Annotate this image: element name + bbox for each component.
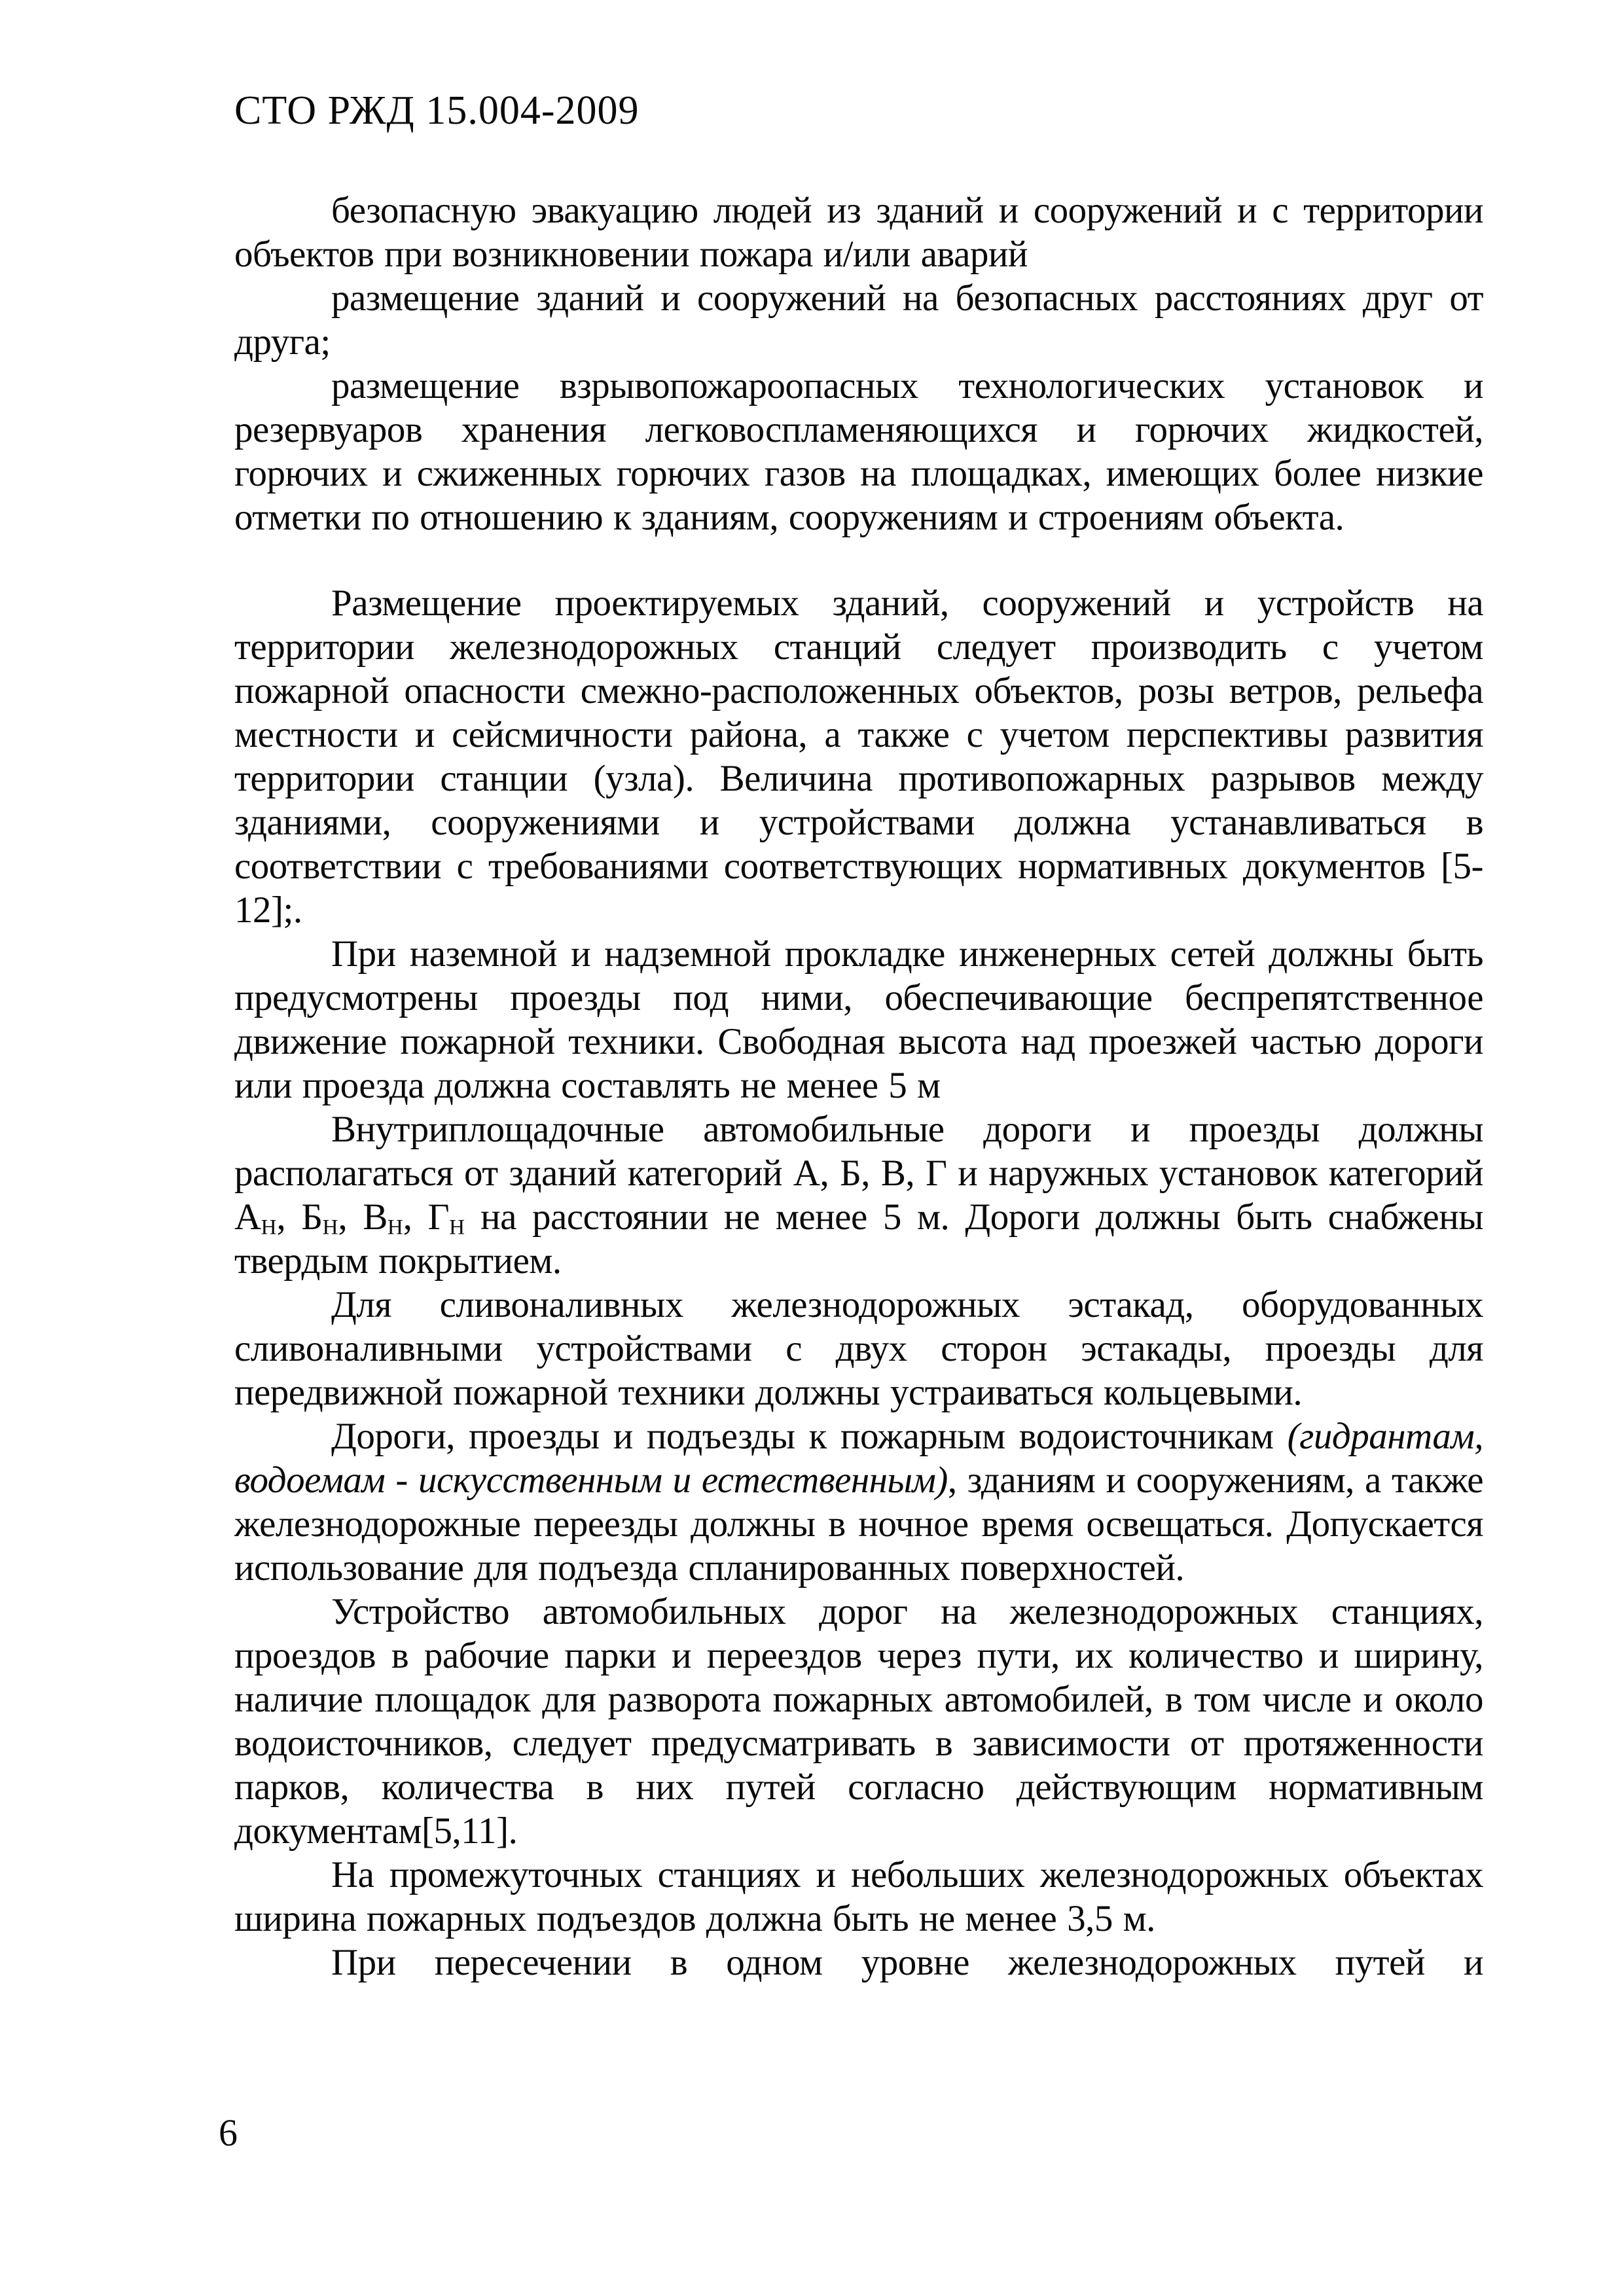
subscript-text: Н (322, 1215, 338, 1240)
paragraph (234, 1941, 1483, 1984)
paragraph (234, 1283, 1483, 1414)
document-header: СТО РЖД 15.004-2009 (234, 88, 640, 133)
text-run: Устройство автомобильных дорог на железнодорожных станциях, проездов в рабочие парки и переездов через пути, их количество и ширину, наличие площадок для разворота пожарных автомобилей, в том числе и около водоисточников, следует предусматривать в зависимости от протяженности парков, количества в них путей согласно действующим нормативным документам[5,11]. (234, 1591, 1483, 1852)
paragraph (234, 1414, 1483, 1590)
paragraph (234, 188, 1483, 276)
text-run: Размещение проектируемых зданий, сооружений и устройств на территории железнодорожных станций следует производить с учетом пожарной опасности смежно-расположенных объектов, розы ветров, рельефа местности и сейсмичности района, а также с учетом перспективы развития территории станции (узла). Величина противопожарных разрывов между зданиями, сооружениями и устройствами должна устанавливаться в соответствии с требованиями соответствующих нормативных документов [5-12];. (234, 583, 1483, 931)
text-run: , Г (403, 1196, 450, 1238)
paragraph (234, 1853, 1483, 1941)
page-number: 6 (219, 2111, 238, 2154)
text-run: на расстоянии не менее 5 м. Дороги должны быть снабжены твердым покрытием. (234, 1196, 1484, 1282)
text-run: , В (338, 1196, 388, 1238)
text-run: , Б (276, 1196, 323, 1238)
paragraph (234, 364, 1483, 539)
paragraph (234, 1107, 1483, 1283)
text-run: размещение взрывопожароопасных технологических установок и резервуаров хранения легковоспламеняющихся и горючих жидкостей, горючих и сжиженных горючих газов на площадках, имеющих более низкие отметки по отношению к зданиям, сооружениям и строениям объекта. (234, 365, 1483, 538)
text-run: , зданиям и сооружениям, а также железнодорожные переезды должны в ночное время освещаться. Допускается использование для подъезда спланированных поверхностей. (234, 1460, 1484, 1588)
text-run: размещение зданий и сооружений на безопасных расстояниях друг от друга; (234, 278, 1483, 363)
paragraph (234, 1590, 1483, 1853)
paragraph (234, 276, 1483, 364)
text-run: При наземной и надземной прокладке инженерных сетей должны быть предусмотрены проезды под ними, обеспечивающие беспрепятственное движение пожарной техники. Свободная высота над проезжей частью дороги или проезда должна составлять не менее 5 м (234, 933, 1483, 1106)
text-run: Дороги, проезды и подъезды к пожарным водоисточникам (331, 1416, 1288, 1457)
subscript-text: Н (449, 1215, 465, 1240)
text-run: При пересечении в одном уровне железнодорожных путей и (331, 1942, 1483, 1983)
text-run: На промежуточных станциях и небольших железнодорожных объектах ширина пожарных подъездов должна быть не менее 3,5 м. (234, 1854, 1483, 1939)
italic-text: (гидрантам, водоемам - искусственным и естественным) (234, 1416, 1483, 1501)
subscript-text: Н (261, 1215, 277, 1240)
subscript-text: Н (387, 1215, 403, 1240)
paragraph (234, 581, 1483, 932)
text-body (234, 188, 1483, 1984)
text-run: безопасную эвакуацию людей из зданий и сооружений и с территории объектов при возникновении пожара и/или аварий (234, 190, 1483, 275)
text-run: Для сливоналивных железнодорожных эстакад, оборудованных сливоналивными устройствами с двух сторон эстакады, проезды для передвижной пожарной техники должны устраиваться кольцевыми. (234, 1284, 1483, 1413)
text-run: Внутриплощадочные автомобильные дороги и проезды должны располагаться от зданий категорий А, Б, В, Г и наружных установок категорий А (234, 1109, 1483, 1238)
paragraph (234, 932, 1483, 1107)
